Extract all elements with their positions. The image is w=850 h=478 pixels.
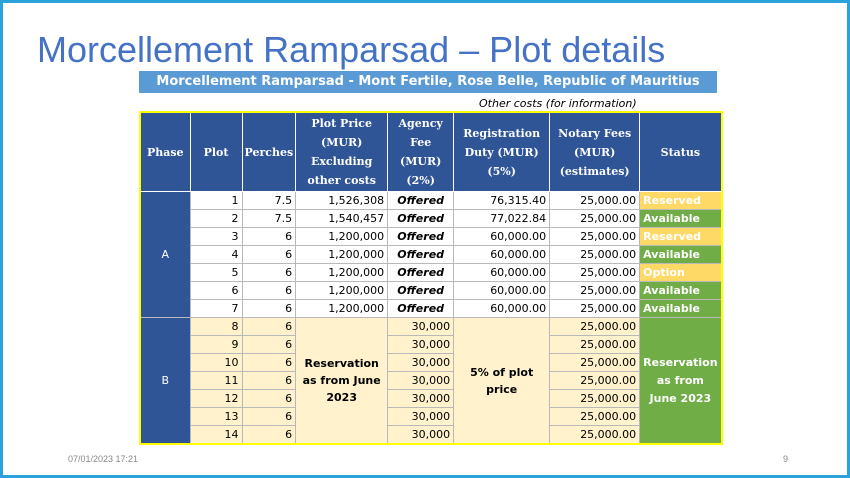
notary-fees: 25,000.00 (550, 264, 640, 282)
price-reservation-note: Reservation as from June 2023 (296, 318, 388, 445)
status-badge: Available (640, 210, 722, 228)
table-row (140, 354, 722, 372)
table-row (140, 246, 722, 264)
agency-fee: Offered (388, 264, 454, 282)
plot-price: 1,200,000 (296, 228, 388, 246)
header-plot-price: Plot Price (MUR) Excluding other costs (296, 112, 388, 192)
registration-duty: 60,000.00 (454, 300, 550, 318)
notary-fees: 25,000.00 (550, 210, 640, 228)
plot-number: 12 (190, 390, 242, 408)
plot-number: 7 (190, 300, 242, 318)
header-status: Status (640, 112, 722, 192)
header-plot: Plot (190, 112, 242, 192)
plot-perches: 6 (242, 300, 296, 318)
plot-number: 4 (190, 246, 242, 264)
phase-a-rows (140, 192, 722, 318)
plot-perches: 6 (242, 408, 296, 426)
plot-perches: 6 (242, 264, 296, 282)
slide-title: Morcellement Ramparsad – Plot details (37, 29, 666, 70)
plot-number: 8 (190, 318, 242, 336)
agency-fee: Offered (388, 210, 454, 228)
notary-fees: 25,000.00 (550, 192, 640, 210)
plot-perches: 6 (242, 336, 296, 354)
agency-fee: 30,000 (388, 336, 454, 354)
plot-number: 10 (190, 354, 242, 372)
header-registration-duty: Registration Duty (MUR) (5%) (454, 112, 550, 192)
notary-fees: 25,000.00 (550, 318, 640, 336)
notary-fees: 25,000.00 (550, 300, 640, 318)
phase-a-label: A (140, 192, 190, 318)
registration-duty: 60,000.00 (454, 228, 550, 246)
plot-number: 2 (190, 210, 242, 228)
table-row (140, 426, 722, 445)
phase-b-rows (140, 318, 722, 445)
status-badge: Available (640, 300, 722, 318)
location-banner: Morcellement Ramparsad - Mont Fertile, Rose Belle, Republic of Mauritius (139, 71, 717, 93)
notary-fees: 25,000.00 (550, 282, 640, 300)
agency-fee: Offered (388, 246, 454, 264)
plot-perches: 6 (242, 318, 296, 336)
plot-price: 1,200,000 (296, 246, 388, 264)
notary-fees: 25,000.00 (550, 426, 640, 445)
status-reservation-note: Reservation as from June 2023 (640, 318, 722, 445)
plot-perches: 7.5 (242, 210, 296, 228)
notary-fees: 25,000.00 (550, 372, 640, 390)
table-row (140, 372, 722, 390)
notary-fees: 25,000.00 (550, 408, 640, 426)
status-badge: Reserved (640, 228, 722, 246)
agency-fee: Offered (388, 192, 454, 210)
plot-perches: 6 (242, 372, 296, 390)
footer-date: 07/01/2023 17:21 (68, 454, 139, 464)
plot-number: 3 (190, 228, 242, 246)
table-row (140, 228, 722, 246)
plot-number: 1 (190, 192, 242, 210)
plot-number: 6 (190, 282, 242, 300)
table-row (140, 336, 722, 354)
notary-fees: 25,000.00 (550, 336, 640, 354)
registration-note: 5% of plot price (454, 318, 550, 445)
agency-fee: Offered (388, 282, 454, 300)
table-row (140, 408, 722, 426)
notary-fees: 25,000.00 (550, 228, 640, 246)
agency-fee: Offered (388, 228, 454, 246)
agency-fee: 30,000 (388, 426, 454, 445)
plot-price: 1,200,000 (296, 264, 388, 282)
other-costs-note: Other costs (for information) (479, 97, 637, 110)
plot-perches: 6 (242, 246, 296, 264)
plot-perches: 6 (242, 228, 296, 246)
plot-perches: 7.5 (242, 192, 296, 210)
registration-duty: 60,000.00 (454, 246, 550, 264)
plot-perches: 6 (242, 282, 296, 300)
notary-fees: 25,000.00 (550, 246, 640, 264)
notary-fees: 25,000.00 (550, 390, 640, 408)
table-header-row (140, 112, 722, 192)
table-row (140, 210, 722, 228)
agency-fee: 30,000 (388, 390, 454, 408)
header-perches: Perches (242, 112, 296, 192)
table-row (140, 264, 722, 282)
plot-number: 9 (190, 336, 242, 354)
agency-fee: 30,000 (388, 408, 454, 426)
registration-duty: 60,000.00 (454, 282, 550, 300)
plot-number: 11 (190, 372, 242, 390)
agency-fee: 30,000 (388, 354, 454, 372)
status-badge: Available (640, 282, 722, 300)
plot-price: 1,540,457 (296, 210, 388, 228)
table-row (140, 192, 722, 210)
registration-duty: 77,022.84 (454, 210, 550, 228)
plot-perches: 6 (242, 354, 296, 372)
notary-fees: 25,000.00 (550, 354, 640, 372)
header-phase: Phase (140, 112, 190, 192)
plot-perches: 6 (242, 390, 296, 408)
status-badge: Available (640, 246, 722, 264)
table-row (140, 300, 722, 318)
registration-duty: 76,315.40 (454, 192, 550, 210)
header-agency-fee: Agency Fee (MUR) (2%) (388, 112, 454, 192)
agency-fee: Offered (388, 300, 454, 318)
table-row (140, 282, 722, 300)
header-notary-fees: Notary Fees (MUR) (estimates) (550, 112, 640, 192)
plot-price: 1,526,308 (296, 192, 388, 210)
plot-number: 14 (190, 426, 242, 445)
agency-fee: 30,000 (388, 318, 454, 336)
agency-fee: 30,000 (388, 372, 454, 390)
plot-price: 1,200,000 (296, 300, 388, 318)
plot-details-table (139, 111, 723, 445)
page-number: 9 (783, 454, 789, 464)
plot-perches: 6 (242, 426, 296, 445)
plot-number: 5 (190, 264, 242, 282)
phase-b-label: B (140, 318, 190, 445)
plot-number: 13 (190, 408, 242, 426)
status-badge: Option (640, 264, 722, 282)
table-row (140, 318, 722, 336)
status-badge: Reserved (640, 192, 722, 210)
registration-duty: 60,000.00 (454, 264, 550, 282)
plot-price: 1,200,000 (296, 282, 388, 300)
table-row (140, 390, 722, 408)
